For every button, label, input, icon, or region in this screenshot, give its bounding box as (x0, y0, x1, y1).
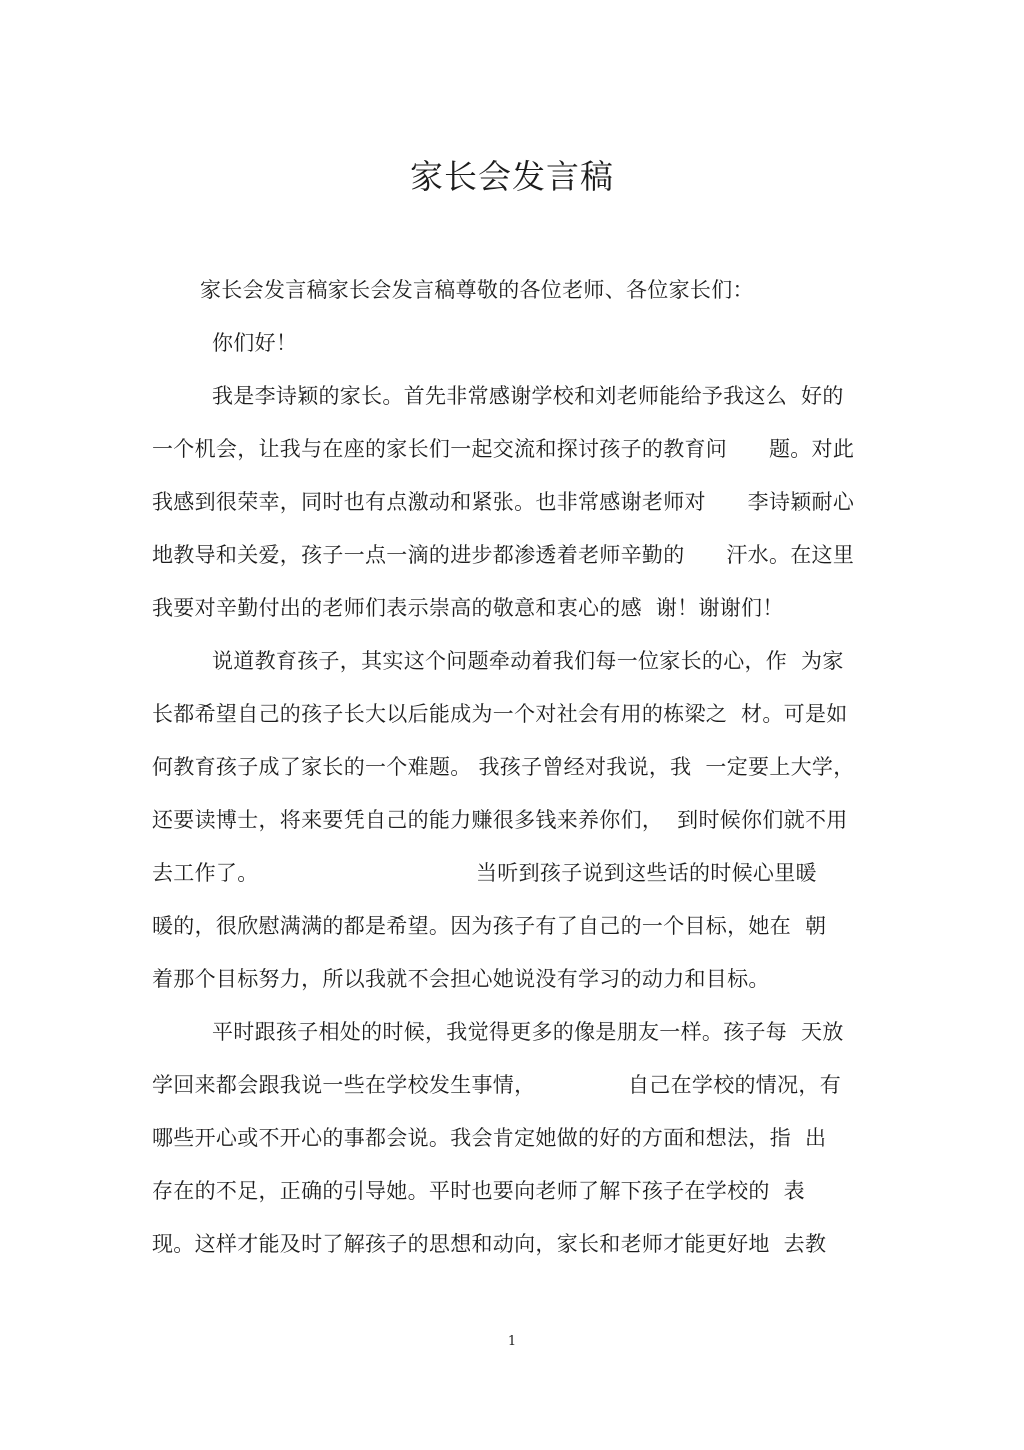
text-line-17: 哪些开心或不开心的事都会说。我会肯定她做的好的方面和想法，指 出 (152, 1126, 827, 1150)
text-line-19: 现。这样才能及时了解孩子的思想和动向，家长和老师才能更好地 去教 (152, 1232, 827, 1256)
text-line-4: 一个机会，让我与在座的家长们一起交流和探讨孩子的教育问 题。对此 (152, 437, 855, 461)
text-line-16a: 学回来都会跟我说一些在学校发生事情， (152, 1073, 536, 1097)
page-number: 1 (507, 1334, 517, 1349)
text-line-3: 我是李诗颖的家长。首先非常感谢学校和刘老师能给予我这么 好的 (212, 384, 844, 408)
text-line-13: 暖的，很欣慰满满的都是希望。因为孩子有了自己的一个目标，她在 朝 (152, 914, 827, 938)
text-line-8: 说道教育孩子，其实这个问题牵动着我们每一位家长的心，作 为家 (212, 649, 844, 673)
text-line-16b: 自己在学校的情况，有 (628, 1073, 841, 1097)
text-line-15: 平时跟孩子相处的时候，我觉得更多的像是朋友一样。孩子每 天放 (212, 1020, 844, 1044)
text-line-1: 家长会发言稿家长会发言稿尊敬的各位老师、各位家长们： (200, 278, 754, 302)
document-title: 家长会发言稿 (410, 157, 614, 196)
text-line-12a: 去工作了。 (152, 861, 259, 885)
text-line-18: 存在的不足，正确的引导她。平时也要向老师了解下孩子在学校的 表 (152, 1179, 805, 1203)
text-line-6: 地教导和关爱，孩子一点一滴的进步都渗透着老师辛勤的 汗水。在这里 (152, 543, 855, 567)
text-line-5: 我感到很荣幸，同时也有点激动和紧张。也非常感谢老师对 李诗颖耐心 (152, 490, 855, 514)
text-line-9: 长都希望自己的孩子长大以后能成为一个对社会有用的栋梁之 材。可是如 (152, 702, 848, 726)
text-line-14: 着那个目标努力，所以我就不会担心她说没有学习的动力和目标。 (152, 967, 770, 991)
text-line-12b: 当听到孩子说到这些话的时候心里暖 (476, 861, 817, 885)
text-line-2: 你们好！ (212, 331, 298, 355)
text-line-10: 何教育孩子成了家长的一个难题。 我孩子曾经对我说，我 一定要上大学， (152, 755, 855, 779)
text-line-7: 我要对辛勤付出的老师们表示崇高的敬意和衷心的感 谢！谢谢们！ (152, 596, 784, 620)
text-line-11: 还要读博士，将来要凭自己的能力赚很多钱来养你们， 到时候你们就不用 (152, 808, 848, 832)
